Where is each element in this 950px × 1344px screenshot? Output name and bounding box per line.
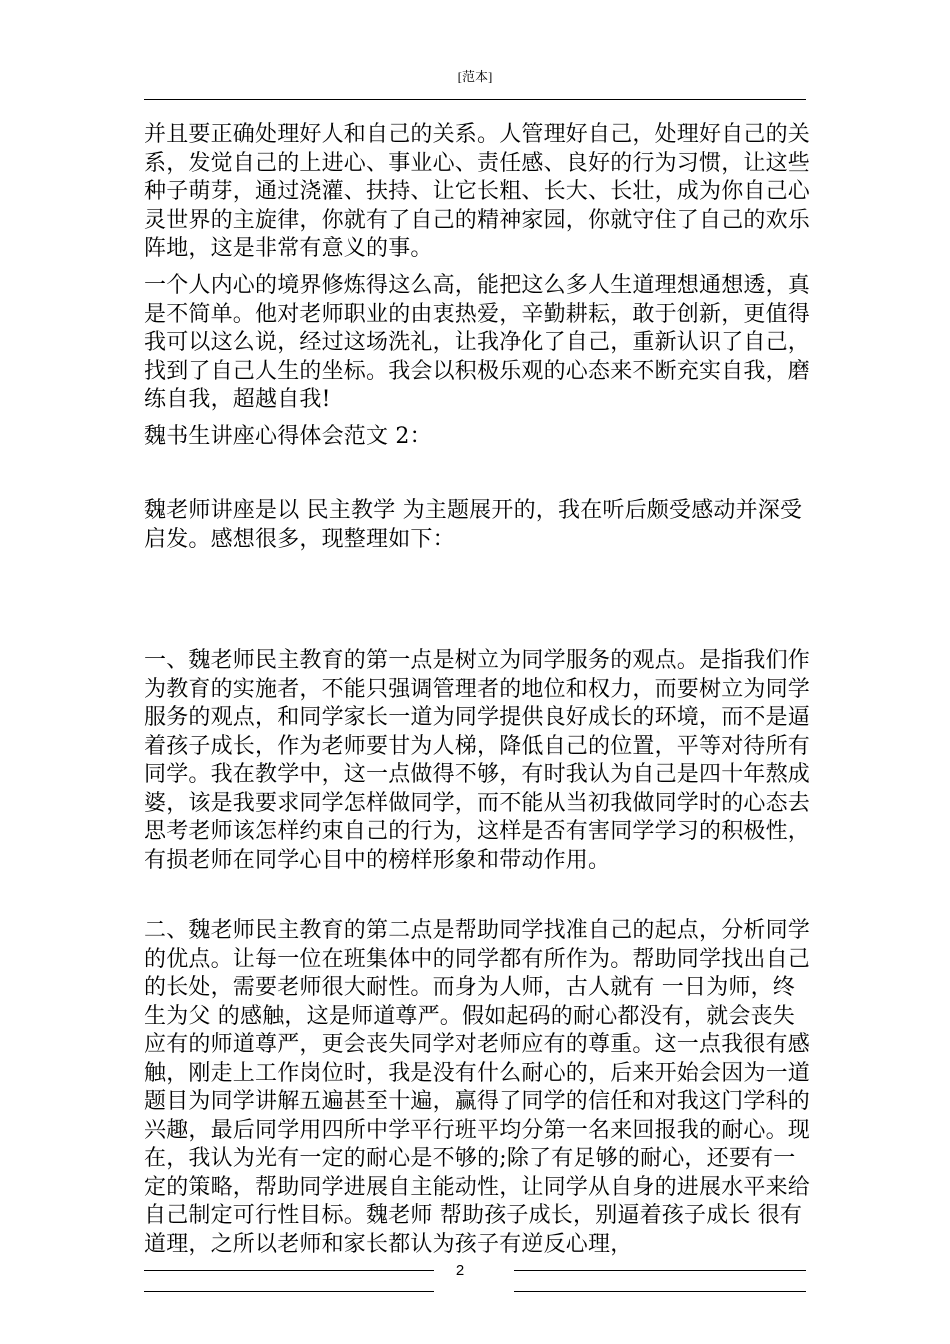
paragraph-1: 并且要正确处理好人和自己的关系。人管理好自己，处理好自己的关系，发觉自己的上进心、事业心、责任感、良好的行为习惯，让这些种子萌芽，通过浇灌、扶持、让它长粗、长大、长壮，成为你自己心灵世界的主旋律，你就有了自己的精神家园，你就守住了自己的欢乐阵地，这是非常有意义的事。 <box>144 122 811 261</box>
page-header-label: [范本] <box>457 69 493 84</box>
footer-rule-left-lower <box>144 1291 434 1292</box>
header-divider <box>144 99 806 100</box>
footer-rule-right-upper <box>514 1270 806 1271</box>
page-number: 2 <box>455 1262 465 1279</box>
section-heading: 魏书生讲座心得体会范文 2： <box>144 424 432 449</box>
paragraph-point-2: 二、魏老师民主教育的第二点是帮助同学找准自己的起点，分析同学的优点。让每一位在班集体中的同学都有所作为。帮助同学找出自己的长处，需要老师很大耐性。而身为人师，古人就有 一日为师，终生为父 的感触，这是师道尊严。假如起码的耐心都没有，就会丧失应有的师道尊严，更会丧失同学对老师应有的尊重。这一点我很有感触，刚走上工作岗位时，我是没有什么耐心的，后来开始会因为一道题目为同学讲解五遍甚至十遍，赢得了同学的信任和对我这门学科的兴趣，最后同学用四所中学平行班平均分第一名来回报我的耐心。现在，我认为光有一定的耐心是不够的;除了有足够的耐心，还要有一定的策略，帮助同学进展自主能动性，让同学从自身的进展水平来给自己制定可行性目标。魏老师 帮助孩子成长，别逼着孩子成长 很有道理，之所以老师和家长都认为孩子有逆反心理， <box>144 918 811 1257</box>
paragraph-point-1: 一、魏老师民主教育的第一点是树立为同学服务的观点。是指我们作为教育的实施者，不能只强调管理者的地位和权力，而要树立为同学服务的观点，和同学家长一道为同学提供良好成长的环境，而不是逼着孩子成长，作为老师要甘为人梯，降低自己的位置，平等对待所有同学。我在教学中，这一点做得不够，有时我认为自己是四十年熬成婆，该是我要求同学怎样做同学，而不能从当初我做同学时的心态去思考老师该怎样约束自己的行为，这样是否有害同学学习的积极性，有损老师在同学心目中的榜样形象和带动作用。 <box>144 648 811 873</box>
paragraph-2: 一个人内心的境界修炼得这么高，能把这么多人生道理想通想透，真是不简单。他对老师职业的由衷热爱，辛勤耕耘，敢于创新，更值得我可以这么说，经过这场洗礼，让我净化了自己，重新认识了自己，找到了自己人生的坐标。我会以积极乐观的心态来不断充实自我，磨练自我，超越自我! <box>144 273 811 412</box>
paragraph-intro: 魏老师讲座是以 民主教学 为主题展开的，我在听后颇受感动并深受启发。感想很多，现整理如下： <box>144 498 803 552</box>
footer-rule-left-upper <box>144 1270 434 1271</box>
footer-rule-right-lower <box>514 1291 806 1292</box>
